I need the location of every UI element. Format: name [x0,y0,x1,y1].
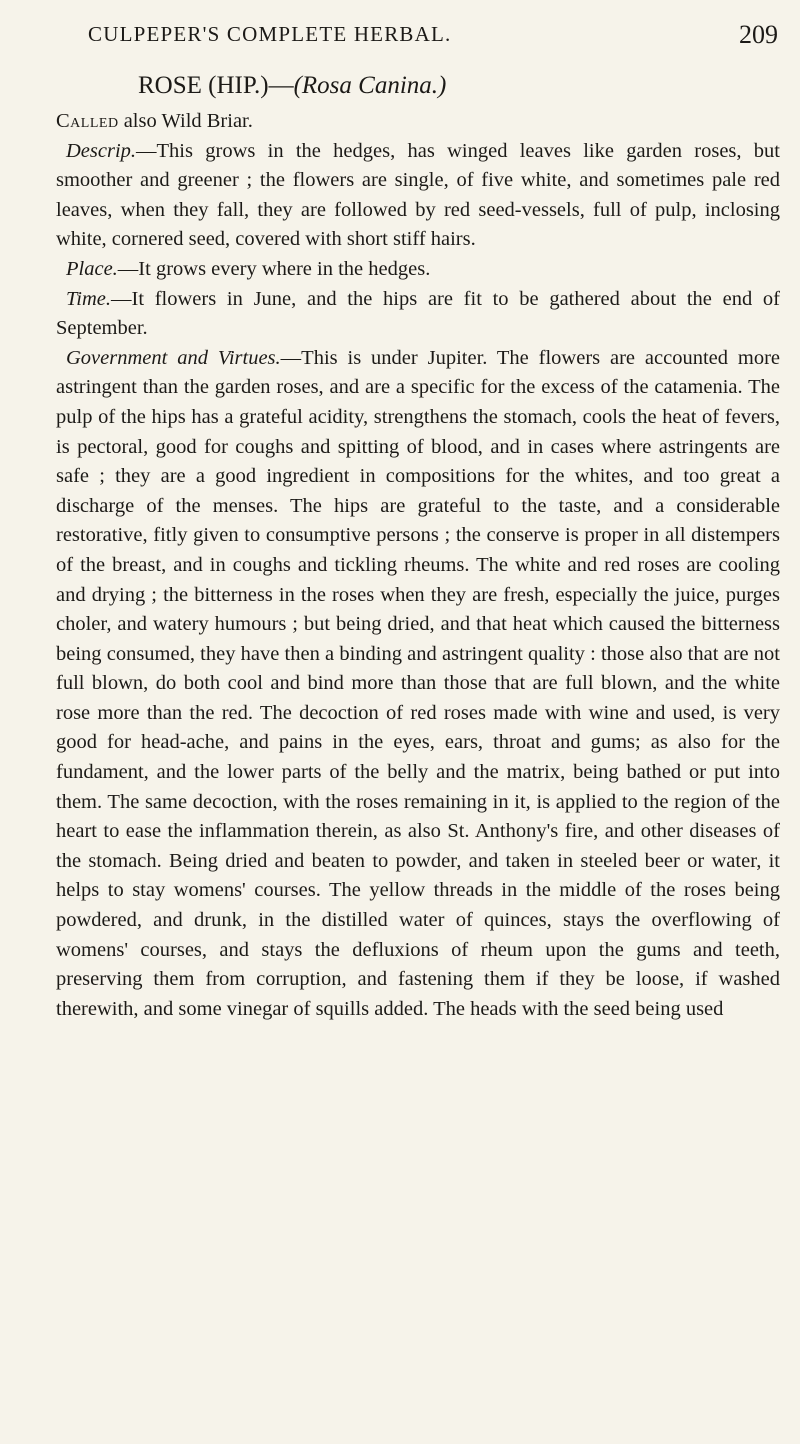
place-text: —It grows every where in the hedges. [117,257,431,280]
government-text: —This is under Jupiter. The flowers are accounted more astringent than the garden roses, and are a specific for the excess of the catamenia. The pulp of the hips has a grateful acidity, strengthens the stomach, cools the heat of fevers, is pectoral, good for coughs and spitting of blood, and in cases where astringents are safe ; they are a good ingredient in compositions for the whites, and too great a discharge of the menses. The hips are grateful to the taste, and a considerable restorative, fitly given to consumptive persons ; the conserve is proper in all distempers of the breast, and in coughs and tickling rheums. The white and red roses are cooling and drying ; the bitterness in the roses when they are fresh, especially the juice, purges choler, and watery humours ; but being dried, and that heat which caused the bitterness being consumed, they have then a binding and astringent quality : those also that are not full blown, do both cool and bind more than those that are full blown, and the white rose more than the red. The decoction of red roses made with wine and used, is very good for head-ache, and pains in the eyes, ears, throat and gums; as also for the fundament, and the lower parts of the belly and the matrix, being bathed or put into them. The same decoction, with the roses remaining in it, is applied to the region of the heart to ease the inflammation therein, as also St. Anthony's fire, and other diseases of the stomach. Being dried and beaten to powder, and taken in steeled beer or water, it helps to stay womens' courses. The yellow threads in the middle of the roses being powdered, and drunk, in the distilled water of quinces, stays the overflowing of womens' courses, and stays the defluxions of rheum upon the gums and teeth, preserving them from corruption, and fastening them if they be loose, if washed therewith, and some vinegar of squills added. The heads with the seed being used [56,346,780,1020]
entry-body [56,107,780,1024]
entry-title [138,72,446,100]
paragraph-description [56,137,780,255]
descrip-label: Descrip. [66,139,137,162]
government-label: Government and Virtues. [66,346,281,369]
entry-title-main: ROSE (HIP.)— [138,72,294,99]
paragraph-government [56,344,780,1025]
called-text: also Wild Briar. [118,110,253,132]
paragraph-place [56,255,780,285]
called-label: Called [56,110,119,132]
page-number: 209 [739,20,778,49]
place-label: Place. [66,257,118,280]
entry-title-latin: (Rosa Canina.) [293,72,447,99]
running-header [88,20,778,60]
descrip-text: —This grows in the hedges, has winged leaves like garden roses, but smoother and greener ; the flowers are single, of five white, and sometimes pale red leaves, when they fall, they are followed by red seed-vessels, full of pulp, inclosing white, cornered seed, covered with short stiff hairs. [56,139,780,251]
running-title: CULPEPER'S COMPLETE HERBAL. [88,22,452,46]
time-label: Time. [66,287,111,310]
time-text: —It flowers in June, and the hips are fit to be gathered about the end of September. [56,287,780,340]
paragraph-called [56,107,780,137]
paragraph-time [56,285,780,344]
